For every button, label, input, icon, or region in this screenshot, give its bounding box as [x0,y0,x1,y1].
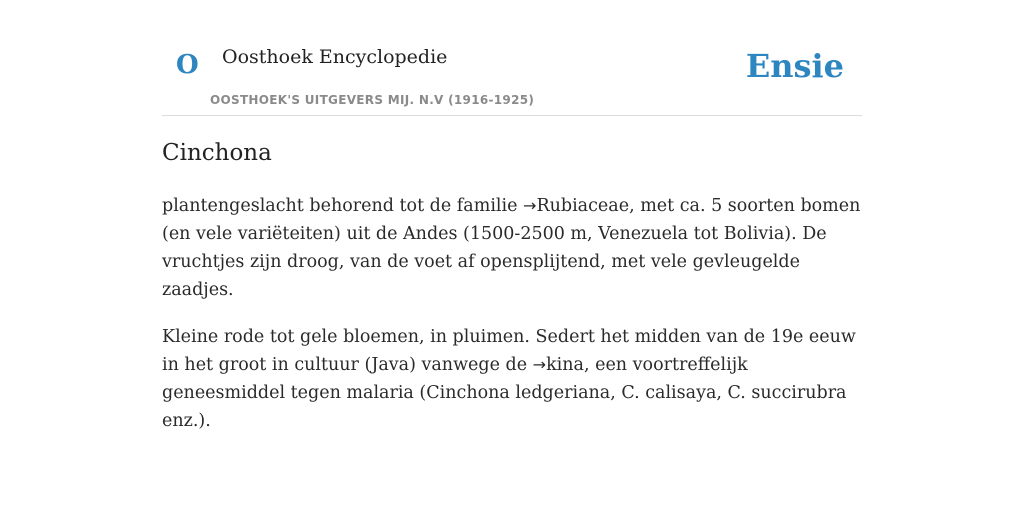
paragraph-1-text-start: plantengeslacht behorend tot de familie [162,196,524,216]
entry-paragraph-1 [162,192,862,304]
rubiaceae-link-label: Rubiaceae [536,196,630,216]
entry-paragraph-2 [162,323,862,435]
rubiaceae-link[interactable] [523,196,629,216]
paragraph-2-text-start: Kleine rode tot gele bloemen, in pluimen. Sedert het midden van de 19e eeuw in het groot in cultuur (Java) vanwege de [162,327,856,375]
site-title[interactable]: Oosthoek Encyclopedie [222,46,448,68]
ensie-brand-link[interactable]: Ensie [745,47,844,85]
entry-title: Cinchona [162,140,272,166]
kina-link-label: kina [546,355,584,375]
entry-body [162,192,862,454]
site-header [162,30,862,116]
paragraph-2-text-end: , een voortreffelijk geneesmiddel tegen malaria (Cinchona ledgeriana, C. calisaya, C. succirubra enz.). [162,355,847,431]
arrow-right-icon: → [523,196,537,215]
site-subtitle: OOSTHOEK'S UITGEVERS MIJ. N.V (1916-1925) [210,93,535,107]
kina-link[interactable] [533,355,584,375]
arrow-right-icon: → [532,355,547,374]
logo-letter[interactable]: O [176,50,199,80]
paragraph-1-text-end: , met ca. 5 soorten bomen (en vele variëteiten) uit de Andes (1500-2500 m, Venezuela tot Bolivia). De vruchtjes zijn droog, van de voet af opensplijtend, met vele gevleugelde zaadjes. [162,196,861,300]
